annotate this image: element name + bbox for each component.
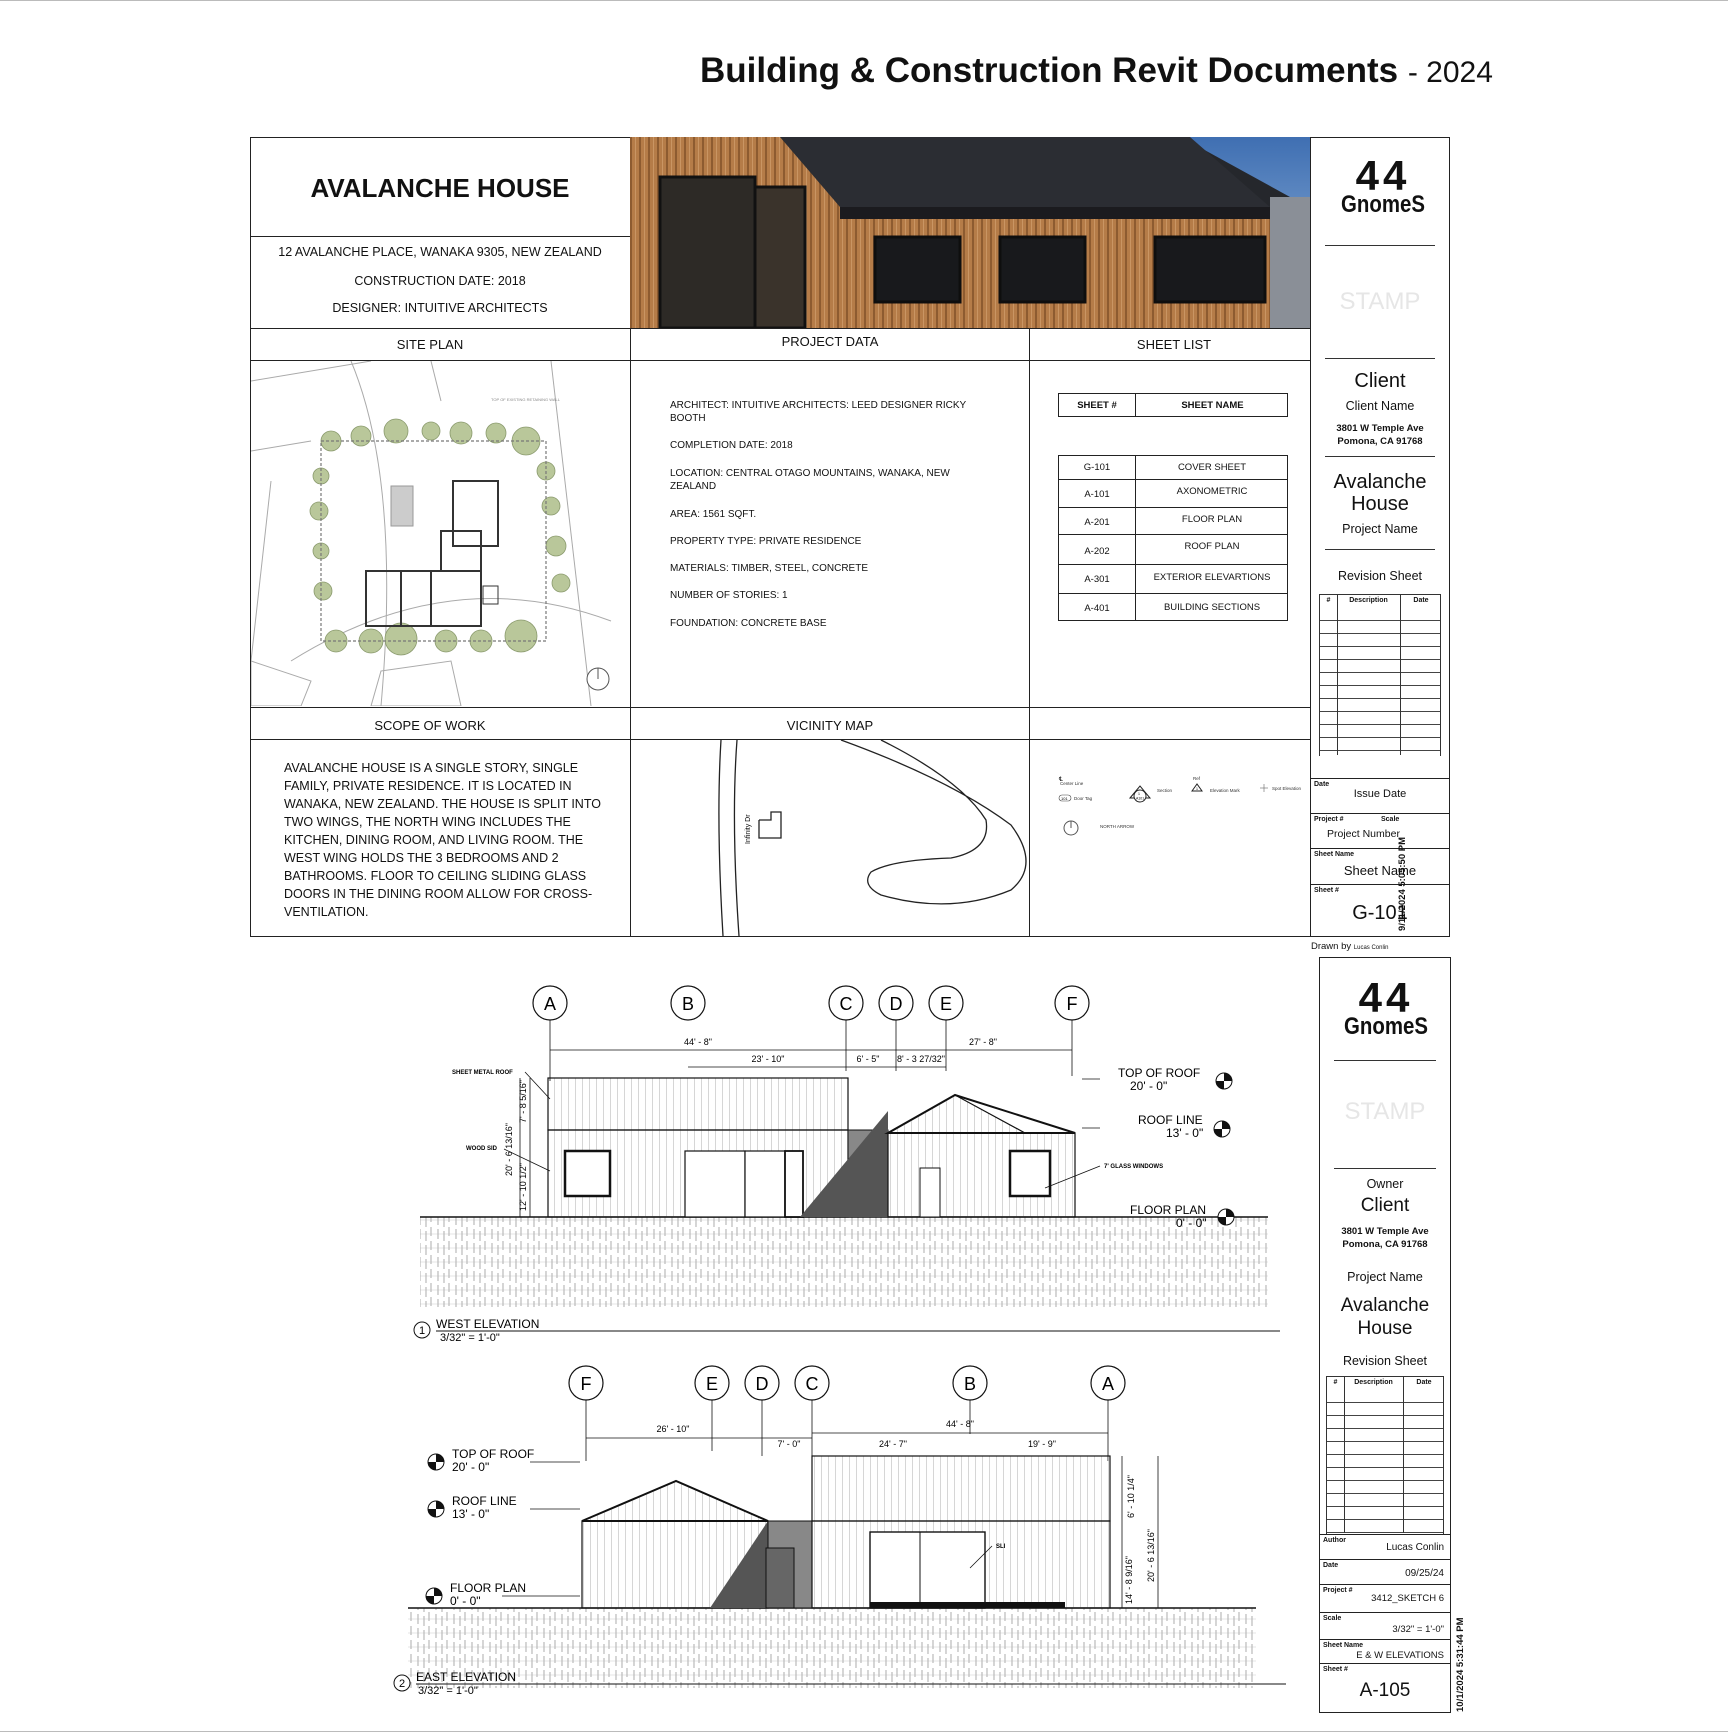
grid-label: E [939, 994, 953, 1014]
title-year: - 2024 [1407, 56, 1493, 89]
project-data-item: PROPERTY TYPE: PRIVATE RESIDENCE [670, 536, 862, 547]
sheet-list-num: A-401 [1084, 603, 1110, 614]
rev-col-desc: Description [1349, 597, 1388, 604]
rev-col-num: # [1333, 1379, 1338, 1386]
project-data-item: ARCHITECT: INTUITIVE ARCHITECTS: LEED DESIGNER RICKY BOOTH [670, 400, 966, 424]
door-tag-label: Door Tag [1074, 796, 1093, 801]
author-value: Lucas Conlin [1386, 1542, 1444, 1553]
dim-label: 26' - 10" [656, 1424, 690, 1434]
page-title [700, 51, 1493, 91]
elevation-mark-label: Elevation Mark [1210, 788, 1240, 793]
sheet-num-value: A-105 [1359, 1680, 1411, 1701]
dim-label: 23' - 10" [751, 1054, 785, 1064]
rev-col-desc: Description [1354, 1379, 1393, 1386]
tb-row [1311, 848, 1449, 849]
stamp: STAMP [1344, 1098, 1426, 1125]
tb-row [1320, 1612, 1450, 1613]
logo-top: 44 [1358, 974, 1414, 1021]
project-data-item: COMPLETION DATE: 2018 [670, 440, 793, 451]
project-data-label: PROJECT DATA [781, 334, 879, 349]
level-name: ROOF LINE [1138, 1113, 1203, 1127]
rev-col-line [1403, 1377, 1404, 1533]
project-data-item: FOUNDATION: CONCRETE BASE [670, 618, 827, 629]
tb-row [1311, 813, 1449, 814]
sheet-list-header [1058, 393, 1288, 417]
project-data-item: MATERIALS: TIMBER, STEEL, CONCRETE [670, 563, 868, 574]
project-num-value: Project Number [1327, 828, 1400, 840]
vicinity-label: VICINITY MAP [786, 718, 874, 733]
client-label: Client [1354, 370, 1406, 392]
sheet-list-num: A-201 [1084, 517, 1110, 528]
title-block-cover [1310, 137, 1450, 937]
view-title: EAST ELEVATION [416, 1670, 517, 1684]
grid-label: E [705, 1374, 719, 1394]
divider [1325, 456, 1435, 457]
stamp: STAMP [1339, 288, 1421, 315]
scale-label: Scale [1381, 816, 1400, 823]
level-elev: 13' - 0" [452, 1507, 490, 1521]
project-num-value: 3412_SKETCH 6 [1371, 1593, 1444, 1604]
logo [1336, 974, 1436, 1040]
sheet-list-row-line [1059, 479, 1287, 480]
project-address: 12 AVALANCHE PLACE, WANAKA 9305, NEW ZEALAND [278, 245, 602, 259]
rev-col-line [1337, 595, 1338, 755]
divider [1325, 358, 1435, 359]
section-id: A101 [1136, 796, 1145, 801]
sheet-name-col: SHEET NAME [1135, 394, 1289, 416]
sheet-list-name: COVER SHEET [1177, 462, 1247, 473]
sheet-list-row-line [1059, 534, 1287, 535]
dim-label: 44' - 8" [684, 1037, 712, 1047]
grid-label: C [839, 994, 853, 1014]
grid-label: B [681, 994, 695, 1014]
sheet-num-label: Sheet # [1314, 887, 1339, 894]
drawn-by [1311, 941, 1388, 952]
rev-col-line [1344, 1377, 1345, 1533]
tb-row [1311, 884, 1449, 885]
sheet-num-col: SHEET # [1077, 400, 1117, 411]
divider [1325, 549, 1435, 550]
sheet-list-name: AXONOMETRIC [1176, 486, 1248, 497]
client-address-2: Pomona, CA 91768 [1337, 436, 1423, 447]
center-line-label: Center Line [1060, 781, 1084, 786]
project-title-box [250, 137, 630, 237]
view-scale: 3/32" = 1'-0" [440, 1332, 500, 1341]
client-address-2: Pomona, CA 91768 [1342, 1239, 1428, 1250]
sheet-list-num: A-101 [1084, 489, 1110, 500]
sheet-name-label: Sheet Name [1314, 851, 1355, 858]
level-target-icon [1214, 1073, 1234, 1225]
grid-label: B [963, 1374, 977, 1394]
client-label: Client [1360, 1195, 1410, 1216]
east-elevation-drawing [380, 1346, 1300, 1721]
project-title: AVALANCHE HOUSE [310, 173, 570, 203]
door-tag-num: 101 [1061, 796, 1068, 801]
divider [1325, 245, 1435, 246]
scope-text: AVALANCHE HOUSE IS A SINGLE STORY, SINGLE FAMILY, PRIVATE RESIDENCE. IT IS LOCATED IN WANAKA, NEW ZEALAND. THE HOUSE IS SPLIT INTO TWO WINGS, THE NORTH WING INCLUDES THE KITCHEN, DINING ROOM, AND LIVING ROOM. THE WEST WING HOLDS THE 3 BEDROOMS AND 2 BATHROOMS. FLOOR TO CEILING SLIDING GLASS DOORS IN THE DINING ROOM ALLOW FOR CROSS-VENTILATION. [284, 761, 601, 919]
view-scale: 3/32" = 1'-0" [418, 1685, 478, 1697]
dim-label: 27' - 8" [969, 1037, 997, 1047]
level-name: TOP OF ROOF [1118, 1066, 1201, 1080]
sheet-name-value: Sheet Name [1343, 863, 1417, 878]
client-name: Client Name [1345, 399, 1415, 413]
client-address-1: 3801 W Temple Ave [1341, 1226, 1429, 1237]
vert-dim: 12' - 10 1/2" [518, 1163, 528, 1211]
date-label: Date [1314, 781, 1330, 788]
timestamp-1: 9/11/2024 5:05:50 PM [1397, 836, 1408, 931]
vert-dim: 6' - 10 1/4" [1126, 1475, 1136, 1518]
spot-elevation-label: Spot Elevation [1272, 786, 1302, 791]
sheet-list-num: A-301 [1084, 574, 1110, 585]
ground-hatch [420, 1217, 1268, 1307]
level-name: FLOOR PLAN [1130, 1203, 1207, 1217]
sheet-list-label: SHEET LIST [1136, 337, 1212, 352]
sheet-num-value: G-101 [1352, 902, 1408, 924]
client-address-1: 3801 W Temple Ave [1336, 423, 1424, 434]
sheet-name-value: E & W ELEVATIONS [1356, 1650, 1444, 1661]
grid-label: C [805, 1374, 819, 1394]
site-plan-label: SITE PLAN [396, 337, 464, 352]
note: WOOD SID [466, 1146, 497, 1152]
sheet-list-row-line [1059, 593, 1287, 594]
vicinity-map [631, 740, 1028, 936]
tb-row [1320, 1584, 1450, 1585]
house-photo [630, 137, 1311, 328]
vert-dim: 7' - 8 5/16" [518, 1080, 528, 1123]
sheet-num-label: Sheet # [1323, 1666, 1348, 1673]
grid-label: F [1066, 994, 1078, 1014]
center-line-icon: ℄ [1059, 777, 1063, 783]
rev-col-date: Date [1416, 1379, 1432, 1386]
site-plan-drawing [251, 361, 629, 706]
section-num: 1 [1138, 792, 1140, 796]
level-name: TOP OF ROOF [452, 1447, 535, 1461]
level-elev: 20' - 0" [452, 1460, 490, 1474]
row-divider [250, 707, 1311, 708]
vert-dim: 14' - 8 9/16" [1124, 1556, 1134, 1604]
section-label: Section [1157, 788, 1173, 793]
project-name-label: Project Name [1347, 1270, 1423, 1284]
logo-text: GnomeS [1341, 191, 1425, 218]
vert-dim: 20' - 6 13/16" [504, 1123, 514, 1176]
tb-row [1320, 1534, 1450, 1535]
dim-label: 19' - 9" [1028, 1439, 1056, 1449]
project-data-item: LOCATION: CENTRAL OTAGO MOUNTAINS, WANAKA, NEW ZEALAND [670, 468, 950, 492]
north-arrow-label: NORTH ARROW [1100, 824, 1135, 829]
sheet-list-name: EXTERIOR ELEVARTIONS [1153, 572, 1271, 583]
grid-label: A [543, 994, 557, 1014]
sheet-list-col-divider [1135, 456, 1136, 620]
tb-row [1320, 1559, 1450, 1560]
view-number: 1 [419, 1325, 426, 1337]
dim-label: 6' - 5" [856, 1054, 880, 1064]
sheet-list-row-line [1059, 507, 1287, 508]
view-number: 2 [399, 1678, 406, 1690]
dim-label: 44' - 8" [946, 1419, 974, 1429]
rev-col-line [1400, 595, 1401, 755]
divider [1334, 1168, 1436, 1169]
west-roof-parapet [548, 1078, 848, 1130]
level-elev: 0' - 0" [1176, 1216, 1207, 1230]
construction-date: CONSTRUCTION DATE: 2018 [354, 274, 526, 288]
revision-label: Revision Sheet [1337, 569, 1423, 583]
logo-text: GnomeS [1344, 1013, 1428, 1040]
level-name: FLOOR PLAN [450, 1581, 527, 1595]
col-divider [1029, 328, 1030, 936]
date-value: Issue Date [1353, 788, 1407, 800]
level-target-icon [426, 1454, 444, 1604]
timestamp-2: 10/1/2024 5:31:44 PM [1455, 1617, 1466, 1712]
street-label: Infinity Dr [745, 814, 752, 844]
level-elev: 13' - 0" [1166, 1126, 1204, 1140]
dim-label: 24' - 7" [879, 1439, 907, 1449]
note: SHEET METAL ROOF [452, 1070, 513, 1076]
tb-row [1320, 1639, 1450, 1640]
view-title: WEST ELEVATION [436, 1317, 540, 1331]
title-text: Building & Construction Revit Documents [700, 51, 1399, 90]
logo [1333, 152, 1433, 218]
grid-label: F [580, 1374, 592, 1394]
grid-label: D [889, 994, 903, 1014]
symbol-legend [1032, 740, 1309, 850]
level-elev: 20' - 0" [1130, 1079, 1168, 1093]
project-name-line-1: Avalanche [1340, 1295, 1430, 1316]
revision-table [1319, 594, 1441, 756]
tb-row [1311, 778, 1449, 779]
svg-text:TOP OF EXISTING RETAINING WALL: TOP OF EXISTING RETAINING WALL [491, 397, 560, 402]
drawn-by-label: Drawn by [1311, 941, 1352, 952]
grid-label: D [755, 1374, 769, 1394]
project-num-label: Project # [1323, 1587, 1353, 1594]
logo-top: 44 [1355, 152, 1411, 199]
rev-col-num: # [1326, 597, 1331, 604]
sheet-list-table [1058, 455, 1288, 621]
scale-label: Scale [1323, 1615, 1342, 1622]
sheet-list-name: BUILDING SECTIONS [1163, 602, 1261, 613]
project-data-item: AREA: 1561 SQFT. [670, 509, 757, 520]
tb-row [1320, 1663, 1450, 1664]
project-name-line-1: Avalanche [1333, 471, 1427, 493]
scope-label: SCOPE OF WORK [374, 718, 486, 733]
project-name-line-2: House [1351, 493, 1409, 515]
dim-label: 8' - 3 27/32" [897, 1054, 945, 1064]
revision-label: Revision Sheet [1342, 1354, 1428, 1368]
revision-table [1326, 1376, 1444, 1534]
note: SLI [996, 1544, 1006, 1550]
dim-label: 7' - 0" [777, 1439, 801, 1449]
project-num-label: Project # [1314, 816, 1344, 823]
sheet-list-num: A-202 [1084, 546, 1110, 557]
sheet-list-num: G-101 [1083, 462, 1111, 473]
level-name: ROOF LINE [452, 1494, 517, 1508]
elevation-mark-num: 1 [1196, 787, 1198, 791]
scale-value: 3/32" = 1'-0" [1392, 1624, 1444, 1635]
sheet-list-row-line [1059, 564, 1287, 565]
revision-rows [1320, 608, 1440, 756]
note: 7' GLASS WINDOWS [1104, 1164, 1164, 1170]
project-name-line-2: House [1357, 1318, 1413, 1339]
sheet-list-name: ROOF PLAN [1184, 541, 1240, 552]
level-elev: 0' - 0" [450, 1594, 481, 1608]
owner-label: Owner [1366, 1177, 1404, 1191]
drawn-by-value: Lucas Conlin [1353, 945, 1389, 951]
project-info [250, 238, 630, 328]
title-block-elevations [1319, 957, 1451, 1713]
rev-col-date: Date [1413, 597, 1429, 604]
author-label: Author [1323, 1537, 1346, 1544]
date-value: 09/25/24 [1405, 1568, 1444, 1579]
elev-ref-label: Ref [1193, 776, 1201, 781]
row-divider [250, 328, 1311, 329]
designer: DESIGNER: INTUITIVE ARCHITECTS [332, 301, 548, 315]
grid-label: A [1101, 1374, 1115, 1394]
sheet-name-label: Sheet Name [1323, 1642, 1364, 1649]
date-label: Date [1323, 1562, 1339, 1569]
ground-hatch [408, 1608, 1256, 1688]
project-data-item: NUMBER OF STORIES: 1 [670, 590, 788, 601]
project-name-label: Project Name [1342, 522, 1418, 536]
sheet-list-name: FLOOR PLAN [1181, 514, 1243, 525]
west-elevation-drawing [400, 961, 1300, 1341]
vert-dim: 20' - 6 13/16" [1146, 1529, 1156, 1582]
divider [1334, 1060, 1436, 1061]
